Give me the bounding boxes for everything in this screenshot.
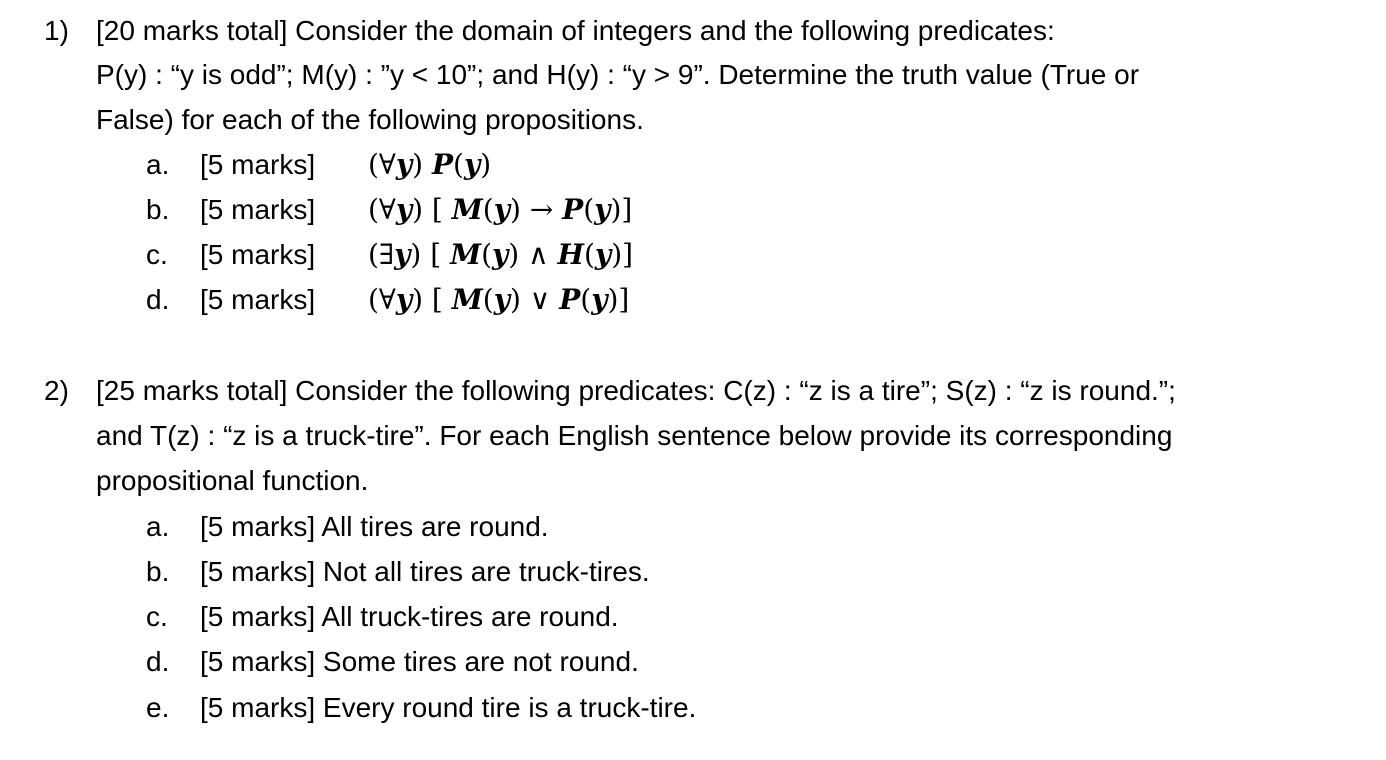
q2-item-d-text: [5 marks] Some tires are not round. [200,646,639,677]
q1-item-a-marks: [5 marks] [200,149,316,180]
q2-item-d-letter: d. [146,646,170,677]
q2-item-a-letter: a. [146,511,170,542]
q2-line-3: propositional function. [96,465,369,496]
q1-item-d-letter: d. [146,284,170,315]
q2-item-e-letter: e. [146,692,170,723]
q2-item-b-text: [5 marks] Not all tires are truck-tires. [200,556,650,587]
q1-item-b-letter: b. [146,194,170,225]
q1-line-2: P(y) : “y is odd”; M(y) : ”y < 10”; and H(y) : “y > 9”. Determine the truth value (True or [96,59,1140,90]
q1-line-3: False) for each of the following propositions. [96,104,644,135]
q2-number: 2) [44,375,69,406]
q1-number: 1) [44,15,69,46]
q1-item-c-letter: c. [146,239,168,270]
q1-item-d-marks: [5 marks] [200,284,316,315]
q1-item-a-formula: (∀y) P(y) [368,148,492,181]
q1-item-c-marks: [5 marks] [200,239,316,270]
q1-line-1: [20 marks total] Consider the domain of integers and the following predicates: [96,15,1055,46]
q1-item-d-formula: (∀y) [ M(y) ∨ P(y)] [368,283,630,316]
q2-line-1: [25 marks total] Consider the following predicates: C(z) : “z is a tire”; S(z) : “z is round.”; [96,375,1176,406]
q1-item-b-formula: (∀y) [ M(y) → P(y)] [368,193,633,226]
q1-item-b-marks: [5 marks] [200,194,316,225]
q2-item-e-text: [5 marks] Every round tire is a truck-tire. [200,692,697,723]
q2-item-c-text: [5 marks] All truck-tires are round. [200,601,619,632]
q1-item-c-formula: (∃y) [ M(y) ∧ H(y)] [368,238,634,271]
q2-item-b-letter: b. [146,556,170,587]
q2-item-a-text: [5 marks] All tires are round. [200,511,549,542]
q2-line-2: and T(z) : “z is a truck-tire”. For each English sentence below provide its corresponding [96,420,1173,451]
q2-item-c-letter: c. [146,601,168,632]
q1-item-a-letter: a. [146,149,170,180]
